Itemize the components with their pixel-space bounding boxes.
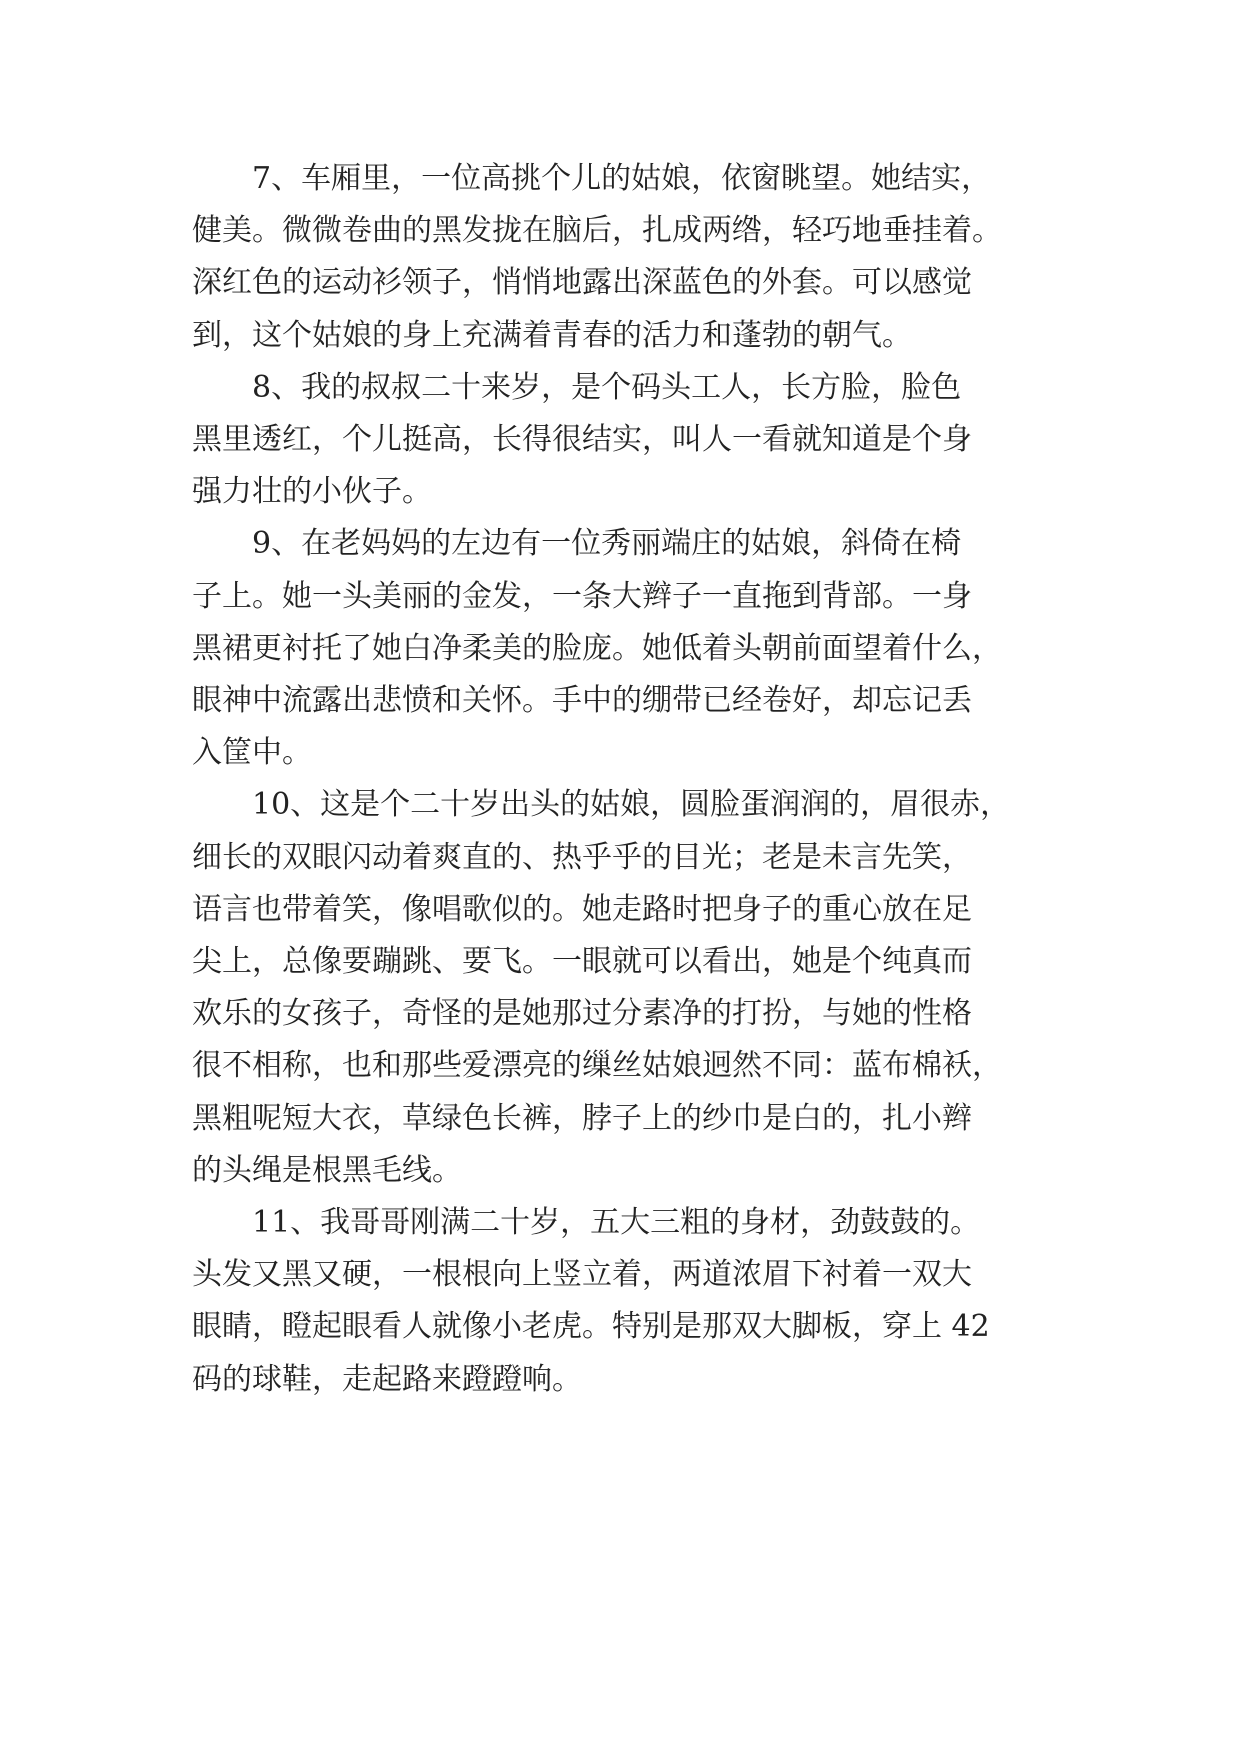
paragraph-line: 子上。她一头美丽的金发，一条大辫子一直拖到背部。一身 [192, 578, 972, 614]
paragraph-line: 很不相称，也和那些爱漂亮的缫丝姑娘迥然不同：蓝布棉袄， [192, 1048, 1002, 1084]
paragraph-line: 黑粗呢短大衣，草绿色长裤，脖子上的纱巾是白的，扎小辫 [192, 1100, 972, 1136]
paragraph-first-line: 9、在老妈妈的左边有一位秀丽端庄的姑娘，斜倚在椅 [252, 526, 962, 562]
paragraph-line: 深红色的运动衫领子，悄悄地露出深蓝色的外套。可以感觉 [192, 265, 972, 301]
paragraph-line: 黑裙更衬托了她白净柔美的脸庞。她低着头朝前面望着什么， [192, 630, 1002, 666]
paragraph-first-line: 11、我哥哥刚满二十岁，五大三粗的身材，劲鼓鼓的。 [252, 1205, 981, 1240]
paragraph-first-line: 8、我的叔叔二十来岁，是个码头工人，长方脸，脸色 [252, 369, 962, 405]
paragraph-line: 黑里透红，个儿挺高，长得很结实，叫人一看就知道是个身 [192, 422, 972, 457]
paragraph-line: 码的球鞋，走起路来蹬蹬响。 [192, 1361, 582, 1397]
paragraph-line: 的头绳是根黑毛线。 [192, 1152, 462, 1188]
paragraph-line: 头发又黑又硬，一根根向上竖立着，两道浓眉下衬着一双大 [192, 1257, 972, 1293]
paragraph-line: 眼神中流露出悲愤和关怀。手中的绷带已经卷好，却忘记丢 [192, 683, 972, 718]
paragraph-line: 眼睛，瞪起眼看人就像小老虎。特别是那双大脚板，穿上 42 [192, 1309, 990, 1345]
paragraph-line: 健美。微微卷曲的黑发拢在脑后，扎成两绺，轻巧地垂挂着。 [192, 213, 1002, 249]
paragraph-line: 欢乐的女孩子，奇怪的是她那过分素净的打扮，与她的性格 [192, 996, 972, 1032]
paragraph-first-line: 7、车厢里，一位高挑个儿的姑娘，依窗眺望。她结实， [252, 161, 992, 196]
paragraph-line: 语言也带着笑，像唱歌似的。她走路时把身子的重心放在足 [192, 891, 972, 927]
paragraph-line: 强力壮的小伙子。 [192, 474, 432, 510]
paragraph-line: 细长的双眼闪动着爽直的、热乎乎的目光；老是未言先笑， [192, 839, 972, 875]
paragraph-line: 入筐中。 [192, 735, 312, 771]
paragraph-line: 尖上，总像要蹦跳、要飞。一眼就可以看出，她是个纯真而 [192, 944, 972, 979]
paragraph-first-line: 10、这是个二十岁出头的姑娘，圆脸蛋润润的，眉很赤， [252, 787, 1011, 823]
paragraph-line: 到，这个姑娘的身上充满着青春的活力和蓬勃的朝气。 [192, 317, 912, 353]
